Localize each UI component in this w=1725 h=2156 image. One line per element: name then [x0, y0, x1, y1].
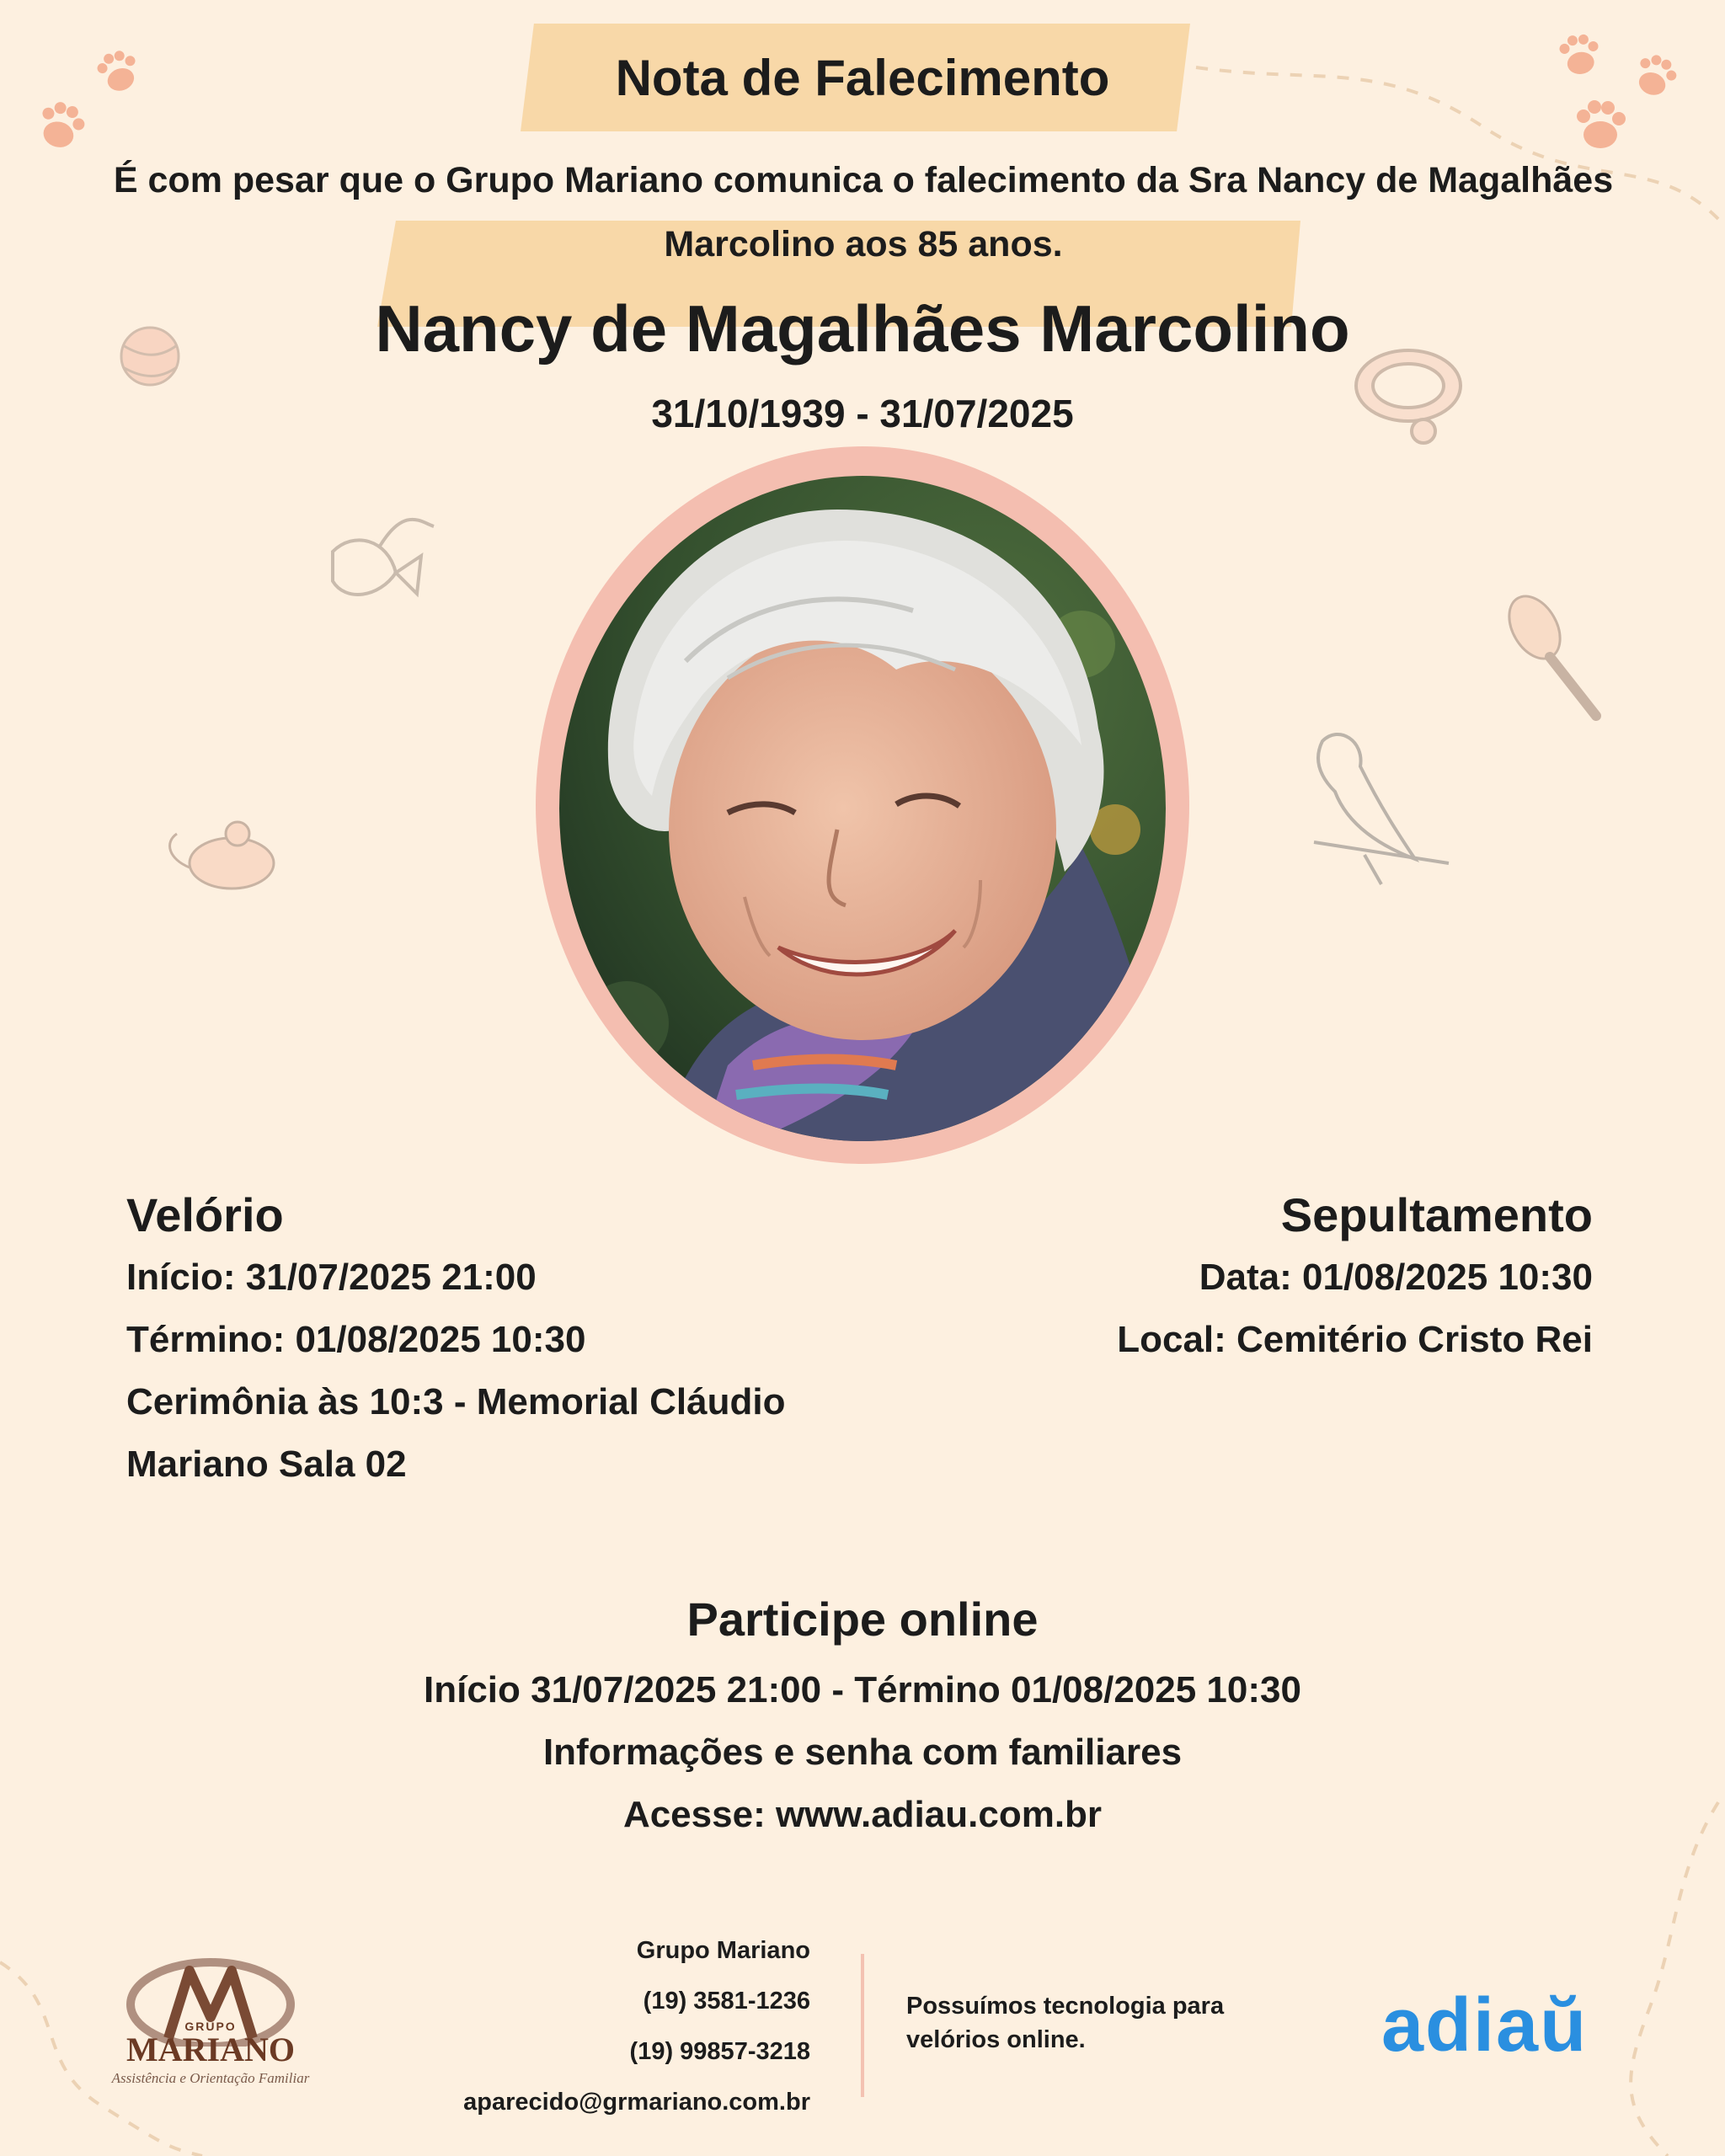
sepultamento-heading: Sepultamento: [1280, 1188, 1593, 1241]
deceased-name: Nancy de Magalhães Marcolino: [375, 291, 1350, 366]
brush-icon: [1498, 587, 1596, 716]
mouse-icon: [170, 822, 274, 889]
fish-icon: [333, 520, 434, 595]
sepultamento-location: Local: Cemitério Cristo Rei: [1117, 1319, 1593, 1360]
footer-divider: [861, 1954, 864, 2097]
mariano-logo: [93, 1954, 328, 2089]
mariano-logo-tagline: Assistência e Orientação Familiar: [111, 2070, 310, 2086]
dashed-trail-bottom-right: [1631, 1802, 1718, 2156]
sepultamento-date: Data: 01/08/2025 10:30: [1199, 1257, 1593, 1298]
mariano-logo-main: MARIANO: [126, 2031, 295, 2068]
footer-phone-1[interactable]: (19) 3581-1236: [643, 1988, 810, 2015]
portrait-photo: [559, 476, 1166, 1141]
velorio-heading: Velório: [126, 1188, 284, 1241]
online-info: Informações e senha com familiares: [542, 1732, 1183, 1773]
paw-icon: [1577, 100, 1626, 148]
online-period: Início 31/07/2025 21:00 - Término 01/08/2025 10:30: [424, 1669, 1301, 1710]
adiau-logo: [1381, 1975, 1634, 2076]
adiau-logo-text: adiaŭ: [1381, 1983, 1589, 2068]
page-title: Nota de Falecimento: [615, 50, 1110, 106]
portrait-illustration: [559, 476, 1166, 1141]
mariano-logo-top: GRUPO: [184, 2020, 237, 2033]
online-heading: Participe online: [686, 1593, 1039, 1646]
life-dates: 31/10/1939 - 31/07/2025: [651, 392, 1074, 435]
footer-email[interactable]: aparecido@grmariano.com.br: [463, 2089, 810, 2116]
velorio-ceremony-line1: Cerimônia às 10:3 - Memorial Cláudio: [126, 1381, 786, 1422]
velorio-ceremony-line2: Mariano Sala 02: [126, 1444, 407, 1485]
online-access-link[interactable]: Acesse: www.adiau.com.br: [622, 1794, 1103, 1835]
footer-phone-2[interactable]: (19) 99857-3218: [629, 2038, 810, 2065]
velorio-end: Término: 01/08/2025 10:30: [126, 1319, 586, 1360]
intro-text: É com pesar que o Grupo Mariano comunica o falecimento da Sra Nancy de Magalhães Marcolino aos 85 anos.: [113, 160, 1614, 264]
velorio-start: Início: 31/07/2025 21:00: [126, 1257, 537, 1298]
footer-tech-note: Possuímos tecnologia para velórios online.: [906, 1993, 1225, 2053]
footer-company: Grupo Mariano: [636, 1937, 810, 1964]
bird-icon: [1314, 734, 1449, 884]
